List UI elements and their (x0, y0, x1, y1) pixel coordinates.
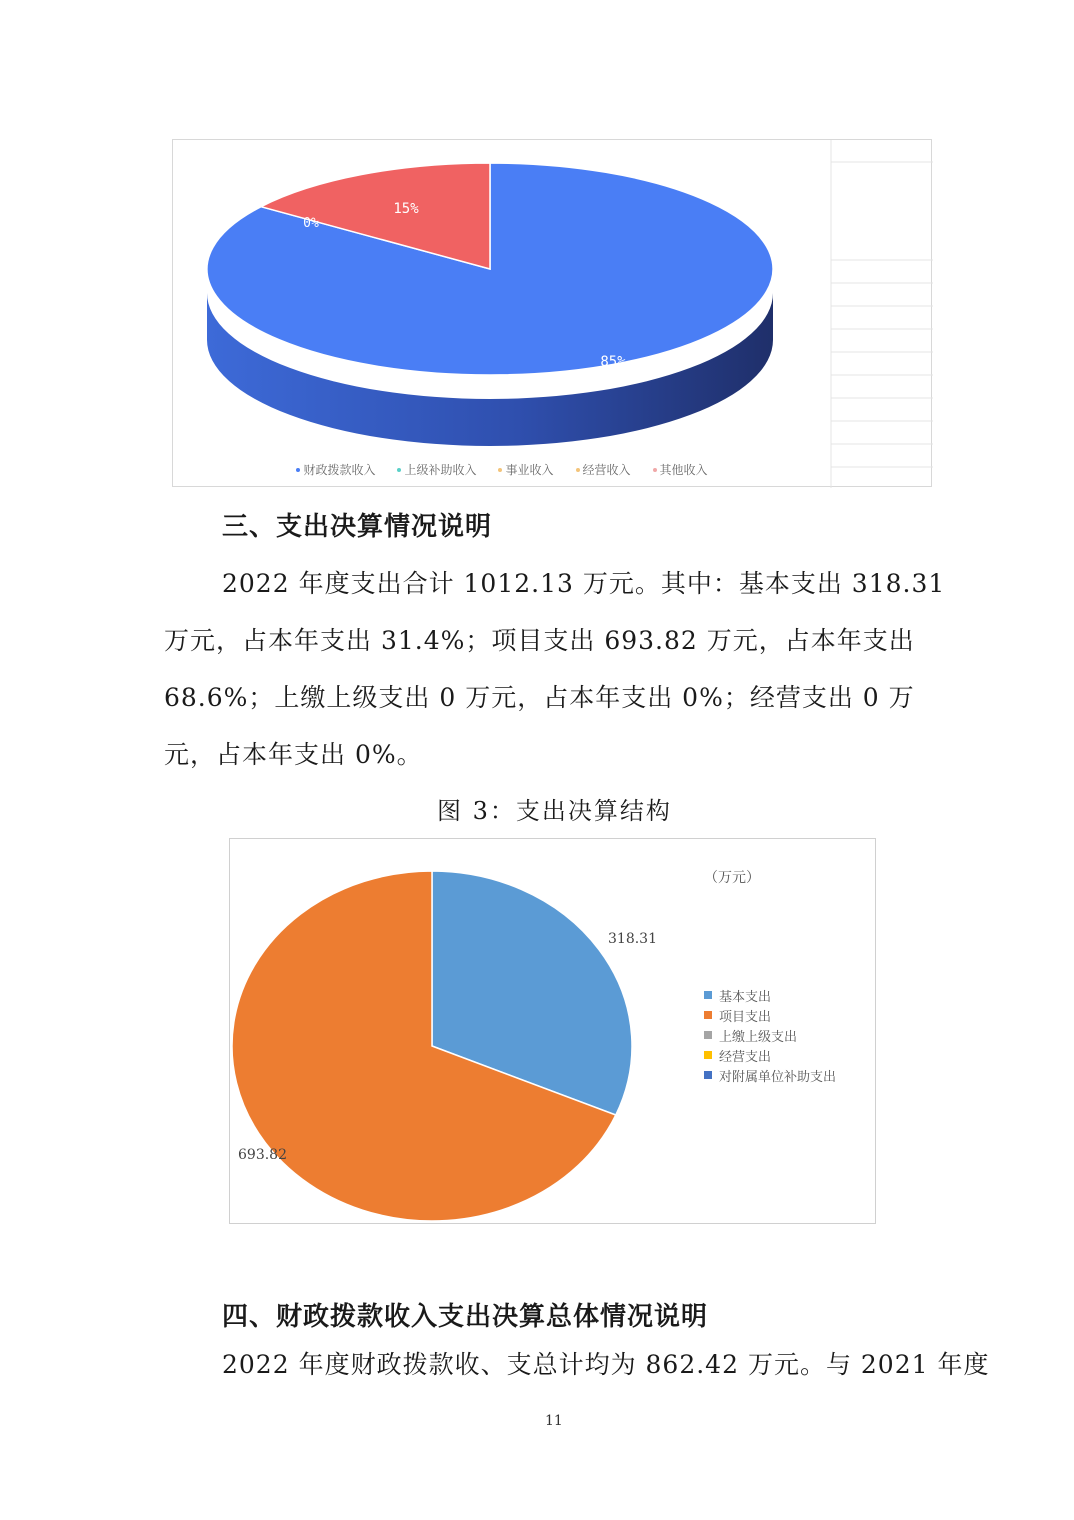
legend-item (704, 1065, 836, 1085)
legend-label: 上缴上级支出 (719, 1029, 798, 1045)
legend-label: 财政拨款收入 (303, 463, 376, 477)
label-0-percent: 0% (303, 216, 319, 231)
legend-marker (704, 1071, 712, 1079)
section-3-line-4: 元，占本年支出 0%。 (164, 740, 423, 769)
label-85-percent: 85% (600, 354, 626, 370)
legend-item (704, 1005, 836, 1025)
figure-3-caption: 图 3：支出决算结构 (437, 797, 672, 825)
page-number: 11 (545, 1413, 563, 1429)
expenditure-pie-chart (229, 838, 876, 1224)
section-3-line-2: 万元，占本年支出 31.4%；项目支出 693.82 万元，占本年支出 (164, 626, 915, 655)
legend-label: 经营支出 (719, 1049, 772, 1065)
legend-item (704, 1045, 836, 1065)
legend-item (653, 461, 708, 478)
section-4-heading: 四、财政拨款收入支出决算总体情况说明 (222, 1302, 709, 1332)
section-3-heading: 三、支出决算情况说明 (222, 512, 493, 542)
legend-item (576, 461, 631, 478)
legend-item (704, 985, 836, 1005)
income-pie-svg (173, 140, 933, 488)
legend-marker (704, 1051, 712, 1059)
legend-item (397, 461, 476, 478)
legend-label: 项目支出 (719, 1009, 772, 1025)
legend-marker (704, 1031, 712, 1039)
legend-label: 上级补助收入 (404, 463, 477, 477)
legend-label: 经营收入 (582, 463, 631, 477)
income-pie-chart (172, 139, 932, 487)
legend-label: 对附属单位补助支出 (719, 1069, 837, 1085)
label-15-percent: 15% (393, 201, 419, 217)
expenditure-legend (704, 985, 836, 1085)
legend-marker (397, 468, 401, 472)
legend-item (498, 461, 553, 478)
legend-label: 基本支出 (719, 989, 772, 1005)
legend-marker (296, 468, 300, 472)
legend-item (704, 1025, 836, 1045)
legend-item (296, 461, 375, 478)
label-basic-expenditure: 318.31 (608, 931, 657, 947)
legend-marker (576, 468, 580, 472)
legend-marker (498, 468, 502, 472)
legend-label: 事业收入 (505, 463, 554, 477)
section-3-line-1: 2022 年度支出合计 1012.13 万元。其中：基本支出 318.31 (222, 569, 946, 598)
section-3-line-3: 68.6%；上缴上级支出 0 万元，占本年支出 0%；经营支出 0 万 (164, 683, 915, 712)
legend-marker (704, 1011, 712, 1019)
section-4-line-1: 2022 年度财政拨款收、支总计均为 862.42 万元。与 2021 年度 (222, 1350, 990, 1379)
unit-label: （万元） (704, 870, 760, 886)
label-project-expenditure: 693.82 (238, 1147, 287, 1163)
legend-marker (704, 991, 712, 999)
legend-label: 其他收入 (659, 463, 708, 477)
legend-marker (653, 468, 657, 472)
income-legend (173, 461, 831, 478)
